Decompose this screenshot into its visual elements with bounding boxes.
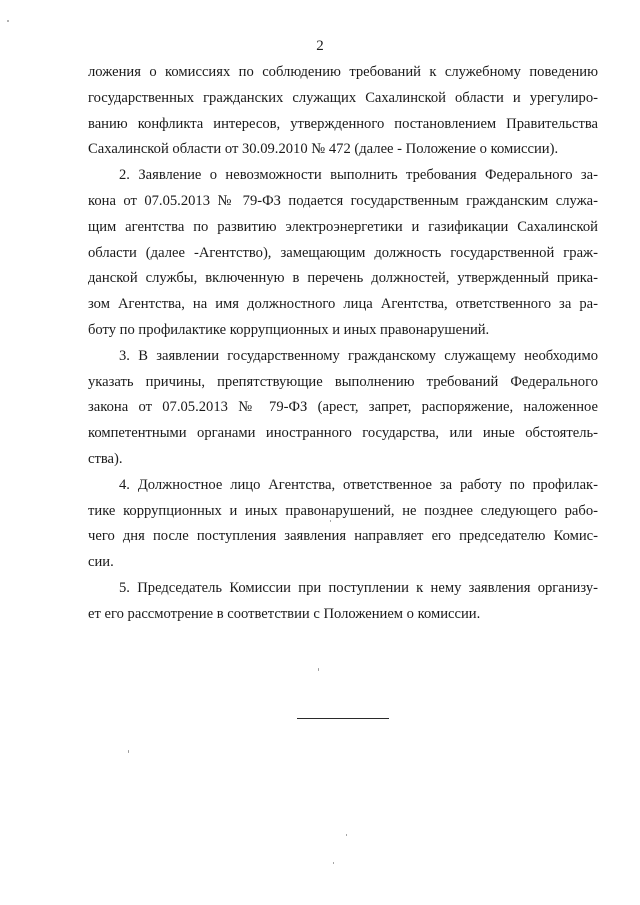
text-line: ства). xyxy=(88,450,123,467)
scan-speck xyxy=(128,750,129,753)
text-line: Сахалинской области от 30.09.2010 № 472 (далее - Положение о комиссии). xyxy=(88,141,559,158)
text-line: зом Агентства, на имя должностного лица Агентства, ответственного за ра- xyxy=(88,296,598,313)
text-line: ванию конфликта интересов, утвержденного постановлением Правительства xyxy=(88,115,598,132)
text-line: чего дня после поступления заявления направляет его председателю Комис- xyxy=(88,528,598,545)
text-line: сии. xyxy=(88,554,114,571)
text-line: данской службы, включенную в перечень должностей, утвержденный прика- xyxy=(88,270,598,287)
paragraph-3 xyxy=(88,344,598,473)
text-line: щим агентства по развитию электроэнергетики и газификации Сахалинской xyxy=(88,218,598,235)
text-line: кона от 07.05.2013 № 79-ФЗ подается государственным гражданским служа- xyxy=(88,192,598,209)
text-line: 4. Должностное лицо Агентства, ответственное за работу по профилак- xyxy=(119,476,598,493)
text-line: государственных гражданских служащих Сахалинской области и урегулиро- xyxy=(88,89,598,106)
scan-speck xyxy=(346,834,347,836)
text-line: области (далее -Агентство), замещающим должность государственной граж- xyxy=(88,244,598,261)
text-line: компетентными органами иностранного государства, или иные обстоятель- xyxy=(88,425,598,442)
paragraph-2 xyxy=(88,163,598,344)
text-line: ет его рассмотрение в соответствии с Положением о комиссии. xyxy=(88,605,481,622)
text-line: тике коррупционных и иных правонарушений, не позднее следующего рабо- xyxy=(88,502,598,519)
text-line: 2. Заявление о невозможности выполнить требования Федерального за- xyxy=(119,167,598,184)
text-line: боту по профилактике коррупционных и иных правонарушений. xyxy=(88,321,490,338)
page-number: 2 xyxy=(316,38,324,54)
scan-speck xyxy=(7,20,9,22)
text-line: 3. В заявлении государственному гражданскому служащему необходимо xyxy=(119,347,598,364)
paragraph-4 xyxy=(88,473,598,576)
text-line: 5. Председатель Комиссии при поступлении к нему заявления организу- xyxy=(119,579,598,596)
paragraph-5 xyxy=(88,576,598,628)
end-separator-line xyxy=(297,718,389,719)
text-line: закона от 07.05.2013 № 79-ФЗ (арест, запрет, распоряжение, наложенное xyxy=(88,399,598,416)
scan-speck xyxy=(330,520,331,522)
paragraph-1 xyxy=(88,60,598,163)
text-line: ложения о комиссиях по соблюдению требований к служебному поведению xyxy=(88,64,598,80)
document-body xyxy=(88,60,598,628)
scan-speck xyxy=(333,862,334,864)
text-line: указать причины, препятствующие выполнению требований Федерального xyxy=(88,373,598,390)
scan-speck xyxy=(318,668,319,671)
